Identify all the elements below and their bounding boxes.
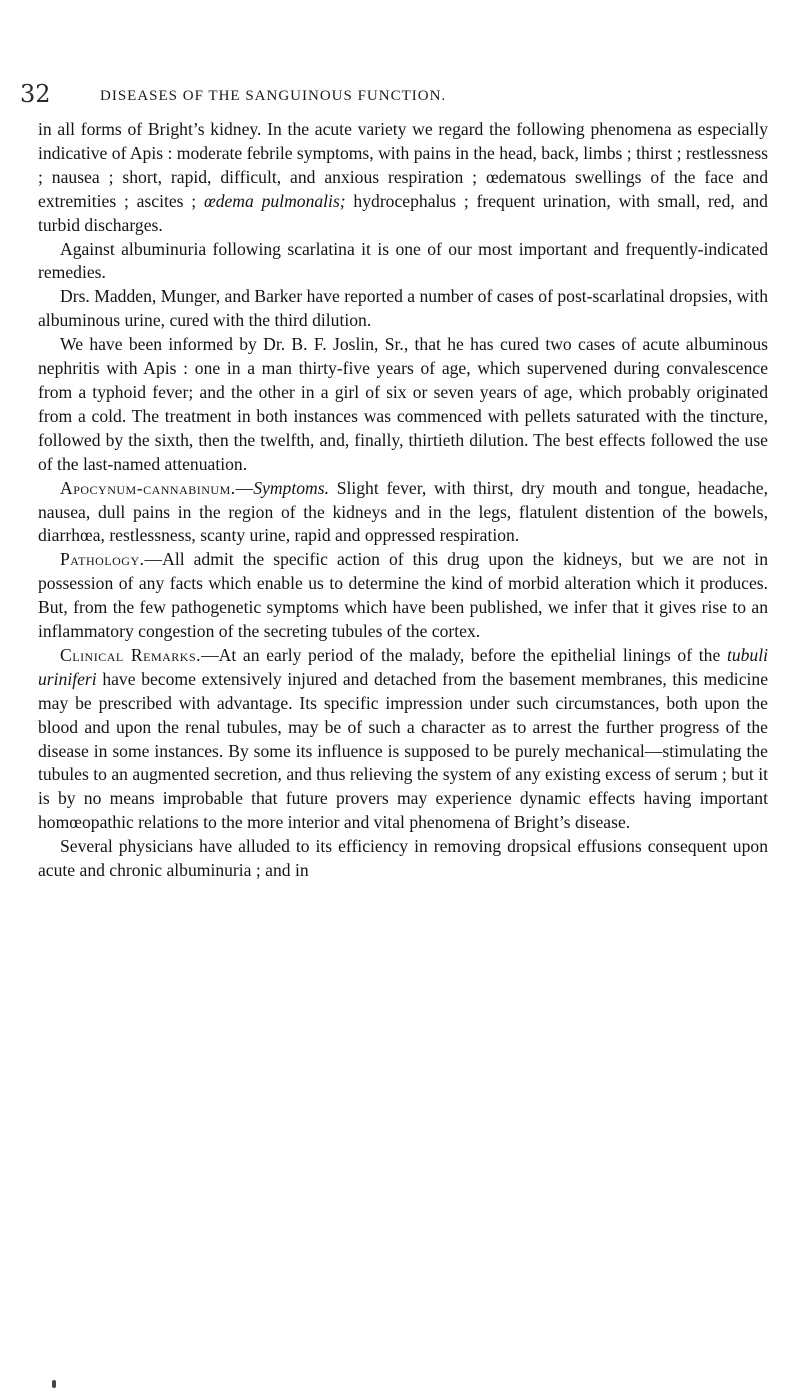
paragraph-text: Several physicians have alluded to its efficiency in removing dropsical effusions consequent upon acute and chronic albuminuria ; and in <box>38 836 768 881</box>
paragraph-clinical-remarks <box>38 644 768 835</box>
paragraph-scarlatina <box>38 238 768 286</box>
paragraph-bright-kidney-symptoms <box>38 118 768 238</box>
italic-term: œdema pulmonalis; <box>203 190 346 211</box>
paragraph-several-physicians <box>38 835 768 883</box>
paragraph-joslin-cases <box>38 333 768 476</box>
paragraph-text-continued: have become extensively injured and detached from the basement membranes, this medicine may be prescribed with advantage. Its specific impression under such circumstances, both upon the blood and upon the renal tubules, may be of such a character as to arrest the further progress of the disease in some instances. By some its influence is supposed to be purely mechanical—stimulating the tubules to an augmented secretion, and thus relieving the system of any existing excess of serum ; but it is by no means improbable that future provers may experience dynamic effects having important homœopathic relations to the more interior and vital phenomena of Bright’s disease. <box>38 668 768 833</box>
paragraph-text: —At an early period of the malady, before the epithelial linings of the <box>201 644 727 665</box>
section-heading: Apocynum-cannabinum. <box>60 477 236 498</box>
paragraph-reported-cases <box>38 285 768 333</box>
paragraph-text: Drs. Madden, Munger, and Barker have reported a number of cases of post-scarlatinal dropsies, with albuminous urine, cured with the third dilution. <box>38 286 768 331</box>
italic-subheading: Symptoms. <box>253 477 329 498</box>
paragraph-text: Against albuminuria following scarlatina it is one of our most important and frequently-indicated remedies. <box>38 238 768 283</box>
paragraph-text-continued: hydrocephalus ; frequent urination, with small, red, and turbid discharges. <box>38 190 768 235</box>
paragraph-pathology <box>38 548 768 644</box>
paragraph-text: We have been informed by Dr. B. F. Joslin, Sr., that he has cured two cases of acute albuminous nephritis with Apis : one in a man thirty-five years of age, which supervened during convalescence from a typhoid fever; and the other in a girl of six or seven years of age, which probably originated from a cold. The treatment in both instances was commenced with pellets saturated with the tincture, followed by the sixth, then the twelfth, and, finally, thirtieth dilution. The best effects followed the use of the last-named attenuation. <box>38 334 768 474</box>
page-header <box>20 82 780 112</box>
ink-speck <box>52 1380 56 1388</box>
paragraph-text: —All admit the specific action of this drug upon the kidneys, but we are not in possession of any facts which enable us to determine the kind of morbid alteration which it produces. But, from the few pathogenetic symptoms which have been published, we infer that it gives rise to an inflammatory congestion of the secreting tubules of the cortex. <box>38 549 768 642</box>
paragraph-text: Slight fever, with thirst, dry mouth and tongue, headache, nausea, dull pains in the region of the kidneys and in the legs, flatulent distention of the bowels, diarrhœa, restlessness, scanty urine, rapid and oppressed respiration. <box>38 477 768 546</box>
page-number: 32 <box>20 80 51 108</box>
paragraph-text: in all forms of Bright’s kidney. In the acute variety we regard the following phenomena as especially indicative of Apis : moderate febrile symptoms, with pains in the head, back, limbs ; thirst ; restlessness ; nausea ; short, rapid, difficult, and anxious respiration ; œdematous swellings of the face and extremities ; ascites ; <box>38 119 769 211</box>
dash: — <box>235 477 254 498</box>
section-heading: Pathology. <box>60 549 145 570</box>
running-head: DISEASES OF THE SANGUINOUS FUNCTION. <box>100 88 447 104</box>
paragraph-apocynum <box>38 477 768 549</box>
section-heading: Clinical Remarks. <box>60 644 202 665</box>
italic-term: tubuli uriniferi <box>38 644 769 689</box>
body-text <box>38 118 768 883</box>
